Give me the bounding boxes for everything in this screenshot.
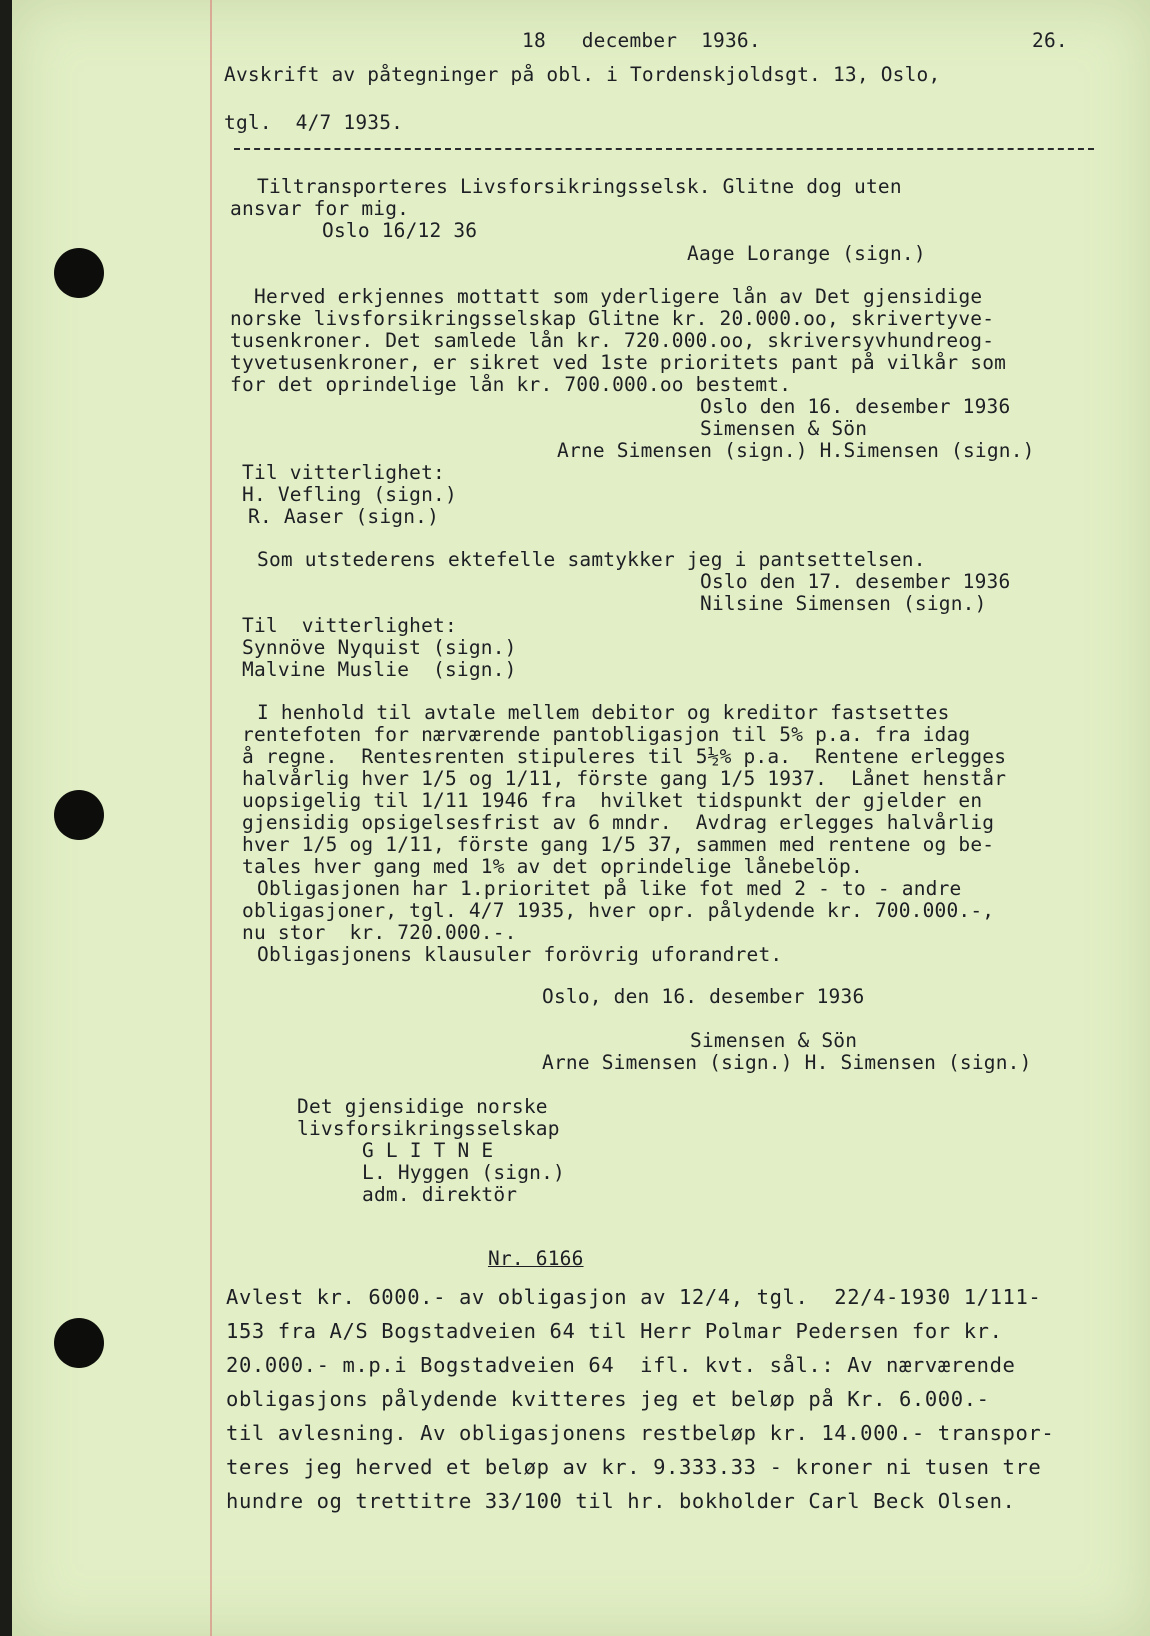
loan-witness-2: R. Aaser (sign.) — [248, 505, 440, 528]
interest-line-5: uopsigelig til 1/11 1946 fra hvilket tidspunkt der gjelder en — [242, 789, 983, 812]
loan-witness-heading: Til vitterlighet: — [242, 461, 445, 484]
entry-line-2: 153 fra A/S Bogstadveien 64 til Herr Polmar Pedersen for kr. — [226, 1319, 1003, 1343]
separator-line — [234, 148, 1094, 150]
interest-line-7: hver 1/5 og 1/11, förste gang 1/5 37, sammen med rentene og be- — [242, 833, 995, 856]
interest-line-3: å regne. Rentesrenten stipuleres til 5½% p.a. Rentene erlegges — [242, 745, 1007, 768]
interest-line-1: I henhold til avtale mellem debitor og kreditor fastsettes — [257, 701, 950, 724]
header-date: 18 december 1936. — [522, 29, 761, 52]
insurer-signature: L. Hyggen (sign.) — [362, 1161, 565, 1184]
entry-line-3: 20.000.- m.p.i Bogstadveien 64 ifl. kvt. sål.: Av nærværende — [226, 1353, 1016, 1377]
transport-line-1: Tiltransporteres Livsforsikringsselsk. Glitne dog uten — [257, 175, 902, 198]
entry-line-5: til avlesning. Av obligasjonens restbeløp kr. 14.000.- transpor- — [226, 1421, 1055, 1445]
page-number: 26. — [1032, 29, 1068, 52]
interest-signatures: Arne Simensen (sign.) H. Simensen (sign.) — [542, 1051, 1032, 1074]
entry-line-6: teres jeg herved et beløp av kr. 9.333.33 - kroner ni tusen tre — [226, 1455, 1042, 1479]
interest-line-6: gjensidig opsigelsesfrist av 6 mndr. Avdrag erlegges halvårlig — [242, 811, 995, 834]
loan-signatures: Arne Simensen (sign.) H.Simensen (sign.) — [557, 439, 1035, 462]
insurer-name: G L I T N E — [362, 1139, 494, 1162]
entry-number: Nr. 6166 — [488, 1247, 584, 1270]
interest-line-2: rentefoten for nærværende pantobligasjon til 5% p.a. fra idag — [242, 723, 971, 746]
red-margin-line — [210, 0, 212, 1636]
transport-place-date: Oslo 16/12 36 — [322, 219, 478, 242]
interest-line-12: Obligasjonens klausuler forövrig uforandret. — [257, 943, 783, 966]
interest-line-9: Obligasjonen har 1.prioritet på like fot med 2 - to - andre — [257, 877, 962, 900]
insurer-title: adm. direktör — [362, 1183, 518, 1206]
punch-hole-bottom — [54, 1318, 104, 1368]
interest-line-10: obligasjoner, tgl. 4/7 1935, hver opr. pålydende kr. 700.000.-, — [242, 899, 995, 922]
consent-signature: Nilsine Simensen (sign.) — [700, 592, 987, 615]
consent-witness-heading: Til vitterlighet: — [242, 614, 457, 637]
transport-signature: Aage Lorange (sign.) — [687, 242, 926, 265]
insurer-line-2: livsforsikringsselskap — [297, 1117, 560, 1140]
consent-place-date: Oslo den 17. desember 1936 — [700, 570, 1011, 593]
loan-line-3: tusenkroner. Det samlede lån kr. 720.000.oo, skriversyvhundreog- — [230, 329, 995, 352]
loan-line-1: Herved erkjennes mottatt som yderligere lån av Det gjensidige — [254, 285, 983, 308]
entry-line-7: hundre og trettitre 33/100 til hr. bokholder Carl Beck Olsen. — [226, 1489, 1016, 1513]
punch-hole-middle — [54, 790, 104, 840]
consent-witness-2: Malvine Muslie (sign.) — [242, 658, 517, 681]
loan-firm: Simensen & Sön — [700, 417, 868, 440]
consent-line: Som utstederens ektefelle samtykker jeg i pantsettelsen. — [257, 548, 926, 571]
transport-line-2: ansvar for mig. — [230, 197, 410, 220]
title-line-1: Avskrift av påtegninger på obl. i Tordenskjoldsgt. 13, Oslo, — [224, 63, 941, 86]
loan-line-5: for det oprindelige lån kr. 700.000.oo bestemt. — [230, 373, 792, 396]
entry-line-4: obligasjons pålydende kvitteres jeg et beløp på Kr. 6.000.- — [226, 1387, 990, 1411]
loan-line-2: norske livsforsikringsselskap Glitne kr. 20.000.oo, skrivertyve- — [230, 307, 995, 330]
insurer-line-1: Det gjensidige norske — [297, 1095, 548, 1118]
entry-line-1: Avlest kr. 6000.- av obligasjon av 12/4, tgl. 22/4-1930 1/111- — [226, 1285, 1042, 1309]
document-page — [12, 0, 1150, 1636]
interest-line-11: nu stor kr. 720.000.-. — [242, 921, 517, 944]
punch-hole-top — [54, 248, 104, 298]
title-line-2: tgl. 4/7 1935. — [224, 111, 416, 134]
consent-witness-1: Synnöve Nyquist (sign.) — [242, 636, 517, 659]
interest-firm: Simensen & Sön — [690, 1029, 858, 1052]
interest-line-8: tales hver gang med 1% av det oprindelige lånebelöp. — [242, 855, 863, 878]
loan-place-date: Oslo den 16. desember 1936 — [700, 395, 1011, 418]
interest-line-4: halvårlig hver 1/5 og 1/11, förste gang 1/5 1937. Lånet henstår — [242, 767, 1007, 790]
loan-witness-1: H. Vefling (sign.) — [242, 483, 457, 506]
loan-line-4: tyvetusenkroner, er sikret ved 1ste prioritets pant på vilkår som — [230, 351, 1007, 374]
interest-place-date: Oslo, den 16. desember 1936 — [542, 985, 865, 1008]
